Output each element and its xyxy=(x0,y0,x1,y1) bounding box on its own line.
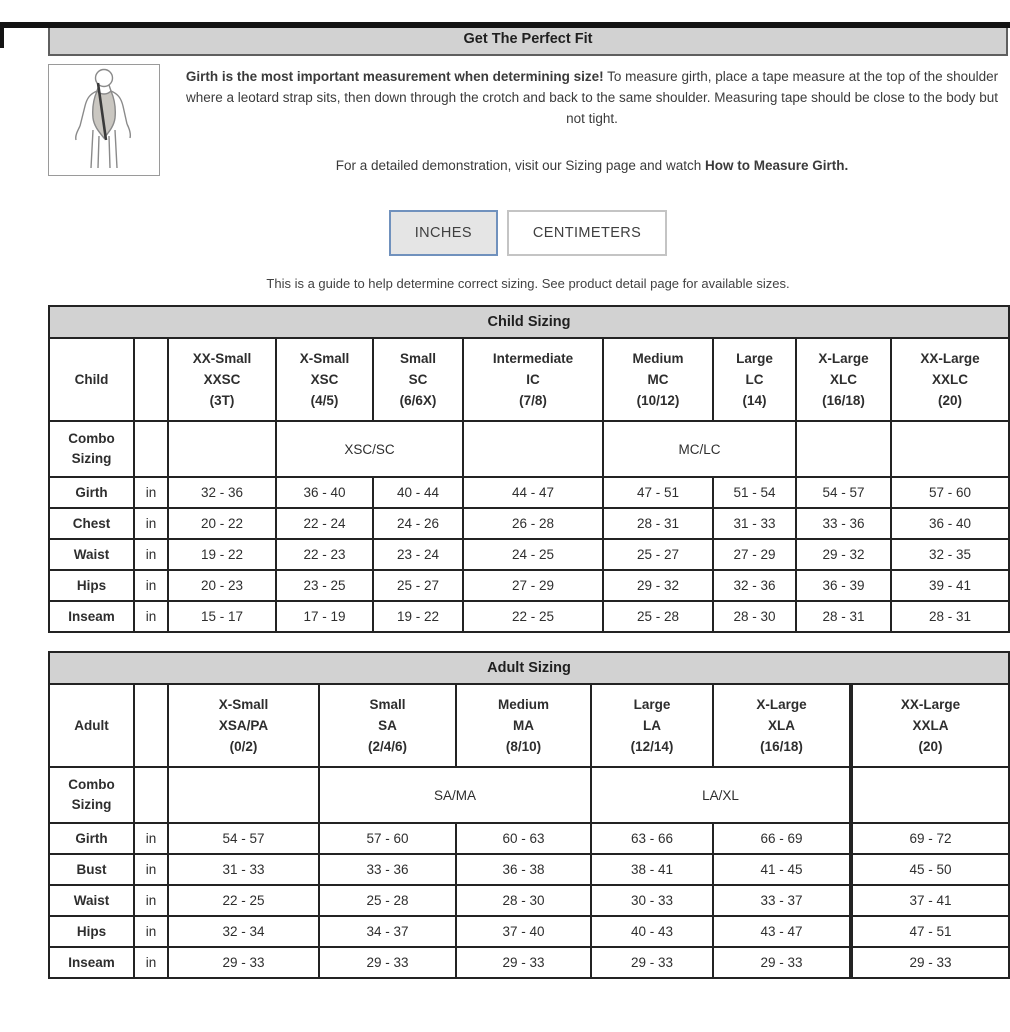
combo-size-cell xyxy=(463,421,603,477)
demo-bold-text: How to Measure Girth. xyxy=(704,158,849,173)
measurement-value: 37 - 41 xyxy=(851,885,1009,916)
top-border-strip xyxy=(0,22,1010,28)
size-header-line: Large xyxy=(736,351,773,366)
combo-size-cell: LA/XL xyxy=(591,767,851,823)
measurement-label: Girth xyxy=(49,823,134,854)
measurement-label: Girth xyxy=(49,477,134,508)
table-caption-row xyxy=(49,306,1009,338)
measurement-value: 60 - 63 xyxy=(456,823,591,854)
measurement-label: Waist xyxy=(49,539,134,570)
size-header-row xyxy=(49,338,1009,421)
size-header-line: XSC xyxy=(310,372,339,387)
measurement-row xyxy=(49,508,1009,539)
measurement-row xyxy=(49,601,1009,632)
measurement-value: 29 - 32 xyxy=(603,570,713,601)
measurement-value: 29 - 33 xyxy=(591,947,713,978)
combo-size-cell xyxy=(168,421,276,477)
size-header-line: XXSC xyxy=(203,372,241,387)
measurement-value: 33 - 36 xyxy=(796,508,891,539)
adult-sizing-table xyxy=(48,651,1010,979)
measurement-value: 47 - 51 xyxy=(603,477,713,508)
size-header-line: (10/12) xyxy=(636,393,680,408)
measurement-value: 36 - 39 xyxy=(796,570,891,601)
size-column-header xyxy=(276,338,373,421)
measurement-value: 63 - 66 xyxy=(591,823,713,854)
sizing-guide-note: This is a guide to help determine correct sizing. See product detail page for available sizes. xyxy=(266,276,790,291)
left-corner-mark xyxy=(0,22,4,48)
measurement-value: 29 - 33 xyxy=(456,947,591,978)
measurement-value: 23 - 25 xyxy=(276,570,373,601)
girth-intro-bold: Girth is the most important measurement when determining size! xyxy=(185,69,604,84)
size-header-line: XX-Large xyxy=(920,351,980,366)
combo-sizing-row xyxy=(49,767,1009,823)
table-caption: Child Sizing xyxy=(49,306,1009,338)
measurement-row xyxy=(49,477,1009,508)
size-header-line: Medium xyxy=(632,351,684,366)
measurement-value: 29 - 33 xyxy=(168,947,319,978)
combo-label-line: Sizing xyxy=(71,797,112,812)
size-header-line: XLC xyxy=(830,372,857,387)
combo-sizing-row xyxy=(49,421,1009,477)
page-title-text: Get The Perfect Fit xyxy=(463,31,593,47)
measurement-value: 38 - 41 xyxy=(591,854,713,885)
measurement-value: 66 - 69 xyxy=(713,823,851,854)
combo-label-line: Sizing xyxy=(71,451,112,466)
measurement-label: Chest xyxy=(49,508,134,539)
measurement-value: 69 - 72 xyxy=(851,823,1009,854)
measurement-value: 25 - 27 xyxy=(373,570,463,601)
measurement-value: 33 - 37 xyxy=(713,885,851,916)
unit-cell: in xyxy=(134,601,168,632)
size-column-header xyxy=(851,684,1009,767)
size-column-header xyxy=(168,338,276,421)
combo-label-line: Combo xyxy=(68,777,115,792)
measurement-value: 25 - 28 xyxy=(603,601,713,632)
measurement-value: 30 - 33 xyxy=(591,885,713,916)
girth-measure-illustration xyxy=(48,64,160,176)
size-column-header xyxy=(591,684,713,767)
measurement-value: 36 - 40 xyxy=(891,508,1009,539)
page-content xyxy=(48,22,1008,979)
measurement-label: Hips xyxy=(49,570,134,601)
girth-info-text-column xyxy=(160,64,1008,176)
measurement-value: 51 - 54 xyxy=(713,477,796,508)
measurement-value: 15 - 17 xyxy=(168,601,276,632)
size-header-line: (0/2) xyxy=(229,739,258,754)
girth-info-section xyxy=(48,64,1008,176)
size-header-line: Medium xyxy=(497,697,549,712)
unit-header-cell xyxy=(134,684,168,767)
child-sizing-table xyxy=(48,305,1010,633)
measurement-value: 22 - 25 xyxy=(168,885,319,916)
measurement-value: 36 - 40 xyxy=(276,477,373,508)
size-header-line: Small xyxy=(399,351,437,366)
unit-cell: in xyxy=(134,854,168,885)
size-header-row xyxy=(49,684,1009,767)
measurement-value: 28 - 31 xyxy=(603,508,713,539)
size-header-line: Large xyxy=(633,697,671,712)
unit-combo-cell xyxy=(134,767,168,823)
size-column-header xyxy=(456,684,591,767)
size-header-line: Small xyxy=(369,697,406,712)
demo-text: For a detailed demonstration, visit our Sizing page and watch xyxy=(335,158,705,173)
combo-size-cell: MC/LC xyxy=(603,421,796,477)
measurement-value: 32 - 36 xyxy=(168,477,276,508)
combo-size-cell: XSC/SC xyxy=(276,421,463,477)
size-header-line: (16/18) xyxy=(822,393,865,408)
combo-size-cell: SA/MA xyxy=(319,767,591,823)
measurement-value: 39 - 41 xyxy=(891,570,1009,601)
size-column-header xyxy=(713,684,851,767)
measurement-value: 37 - 40 xyxy=(456,916,591,947)
measurement-value: 54 - 57 xyxy=(168,823,319,854)
size-header-line: SC xyxy=(408,372,428,387)
size-header-line: LA xyxy=(643,718,661,733)
size-column-header xyxy=(891,338,1009,421)
measurement-row xyxy=(49,539,1009,570)
measurement-row xyxy=(49,823,1009,854)
measurement-value: 47 - 51 xyxy=(851,916,1009,947)
inches-button[interactable]: INCHES xyxy=(389,210,498,256)
combo-sizing-label xyxy=(49,767,134,823)
unit-cell: in xyxy=(134,823,168,854)
measurement-value: 20 - 22 xyxy=(168,508,276,539)
size-header-line: (2/4/6) xyxy=(367,739,408,754)
combo-sizing-label xyxy=(49,421,134,477)
size-header-line: X-Large xyxy=(818,351,869,366)
size-header-line: (6/6X) xyxy=(399,393,437,408)
unit-toggle xyxy=(48,210,1008,256)
size-header-line: X-Small xyxy=(299,351,350,366)
size-column-header xyxy=(373,338,463,421)
measurement-row xyxy=(49,570,1009,601)
measurement-value: 24 - 26 xyxy=(373,508,463,539)
measurement-value: 57 - 60 xyxy=(319,823,456,854)
measurement-row xyxy=(49,947,1009,978)
combo-label-line: Combo xyxy=(68,431,115,446)
measurement-value: 28 - 30 xyxy=(713,601,796,632)
table-caption-row xyxy=(49,652,1009,684)
measurement-value: 22 - 25 xyxy=(463,601,603,632)
measurement-value: 28 - 30 xyxy=(456,885,591,916)
size-header-line: (3T) xyxy=(209,393,235,408)
size-header-line: SA xyxy=(378,718,397,733)
table-group-label: Child xyxy=(49,338,134,421)
measurement-value: 32 - 35 xyxy=(891,539,1009,570)
size-header-line: X-Large xyxy=(756,697,807,712)
measurement-value: 45 - 50 xyxy=(851,854,1009,885)
measurement-value: 28 - 31 xyxy=(891,601,1009,632)
girth-intro-paragraph xyxy=(176,66,1008,129)
size-header-line: (4/5) xyxy=(310,393,339,408)
measurement-value: 27 - 29 xyxy=(713,539,796,570)
combo-size-cell xyxy=(796,421,891,477)
unit-combo-cell xyxy=(134,421,168,477)
size-header-line: XSA/PA xyxy=(218,718,269,733)
measurement-value: 19 - 22 xyxy=(168,539,276,570)
table-caption: Adult Sizing xyxy=(49,652,1009,684)
measurement-value: 19 - 22 xyxy=(373,601,463,632)
measurement-label: Hips xyxy=(49,916,134,947)
measurement-value: 31 - 33 xyxy=(713,508,796,539)
measurement-value: 40 - 44 xyxy=(373,477,463,508)
size-column-header xyxy=(168,684,319,767)
size-header-line: (12/14) xyxy=(630,739,674,754)
measurement-value: 41 - 45 xyxy=(713,854,851,885)
size-header-line: (20) xyxy=(918,739,943,754)
size-header-line: (14) xyxy=(742,393,767,408)
measurement-value: 31 - 33 xyxy=(168,854,319,885)
measurement-value: 32 - 34 xyxy=(168,916,319,947)
size-column-header xyxy=(319,684,456,767)
size-header-line: XX-Large xyxy=(900,697,961,712)
measurement-row xyxy=(49,885,1009,916)
measurement-value: 40 - 43 xyxy=(591,916,713,947)
measurement-label: Bust xyxy=(49,854,134,885)
measurement-value: 27 - 29 xyxy=(463,570,603,601)
measurement-row xyxy=(49,916,1009,947)
unit-cell: in xyxy=(134,885,168,916)
size-header-line: Intermediate xyxy=(492,351,574,366)
measurement-row xyxy=(49,854,1009,885)
measurement-label: Waist xyxy=(49,885,134,916)
measurement-value: 33 - 36 xyxy=(319,854,456,885)
measurement-value: 24 - 25 xyxy=(463,539,603,570)
measurement-value: 29 - 33 xyxy=(713,947,851,978)
measurement-value: 22 - 24 xyxy=(276,508,373,539)
measurement-value: 57 - 60 xyxy=(891,477,1009,508)
centimeters-button[interactable]: CENTIMETERS xyxy=(507,210,667,256)
size-header-line: (20) xyxy=(938,393,963,408)
unit-cell: in xyxy=(134,947,168,978)
measurement-value: 28 - 31 xyxy=(796,601,891,632)
unit-cell: in xyxy=(134,477,168,508)
size-header-line: XXLA xyxy=(912,718,949,733)
measurement-value: 34 - 37 xyxy=(319,916,456,947)
size-header-line: XXLC xyxy=(932,372,969,387)
measurement-value: 29 - 32 xyxy=(796,539,891,570)
measurement-value: 29 - 33 xyxy=(851,947,1009,978)
measurement-value: 20 - 23 xyxy=(168,570,276,601)
measurement-value: 26 - 28 xyxy=(463,508,603,539)
girth-intro-rest: To measure girth, place a tape measure at the top of the shoulder where a leotard strap sits, then down through the crotch and back to the same shoulder. Measuring tape should be close to the body but not tight. xyxy=(185,69,999,126)
measurement-value: 23 - 24 xyxy=(373,539,463,570)
measurement-value: 25 - 28 xyxy=(319,885,456,916)
size-header-line: X-Small xyxy=(218,697,269,712)
measurement-value: 17 - 19 xyxy=(276,601,373,632)
size-header-line: XLA xyxy=(768,718,795,733)
unit-cell: in xyxy=(134,508,168,539)
table-group-label: Adult xyxy=(49,684,134,767)
measurement-value: 29 - 33 xyxy=(319,947,456,978)
size-header-line: (16/18) xyxy=(760,739,803,754)
measurement-value: 36 - 38 xyxy=(456,854,591,885)
combo-size-cell xyxy=(851,767,1009,823)
measurement-value: 22 - 23 xyxy=(276,539,373,570)
unit-cell: in xyxy=(134,539,168,570)
measurement-value: 44 - 47 xyxy=(463,477,603,508)
size-column-header xyxy=(713,338,796,421)
unit-header-cell xyxy=(134,338,168,421)
measurement-value: 32 - 36 xyxy=(713,570,796,601)
size-column-header xyxy=(603,338,713,421)
measurement-label: Inseam xyxy=(49,947,134,978)
unit-cell: in xyxy=(134,916,168,947)
size-header-line: (7/8) xyxy=(519,393,547,408)
unit-cell: in xyxy=(134,570,168,601)
measurement-value: 54 - 57 xyxy=(796,477,891,508)
size-header-line: IC xyxy=(526,372,540,387)
combo-size-cell xyxy=(891,421,1009,477)
size-header-line: (8/10) xyxy=(505,739,542,754)
measurement-label: Inseam xyxy=(49,601,134,632)
leotard-figure-icon xyxy=(54,68,154,172)
size-header-line: LC xyxy=(745,372,764,387)
demo-paragraph xyxy=(176,158,1008,173)
size-column-header xyxy=(463,338,603,421)
size-column-header xyxy=(796,338,891,421)
measurement-value: 43 - 47 xyxy=(713,916,851,947)
measurement-value: 25 - 27 xyxy=(603,539,713,570)
size-header-line: MA xyxy=(513,718,534,733)
size-header-line: XX-Small xyxy=(192,351,252,366)
size-header-line: MC xyxy=(647,372,669,387)
combo-size-cell xyxy=(168,767,319,823)
